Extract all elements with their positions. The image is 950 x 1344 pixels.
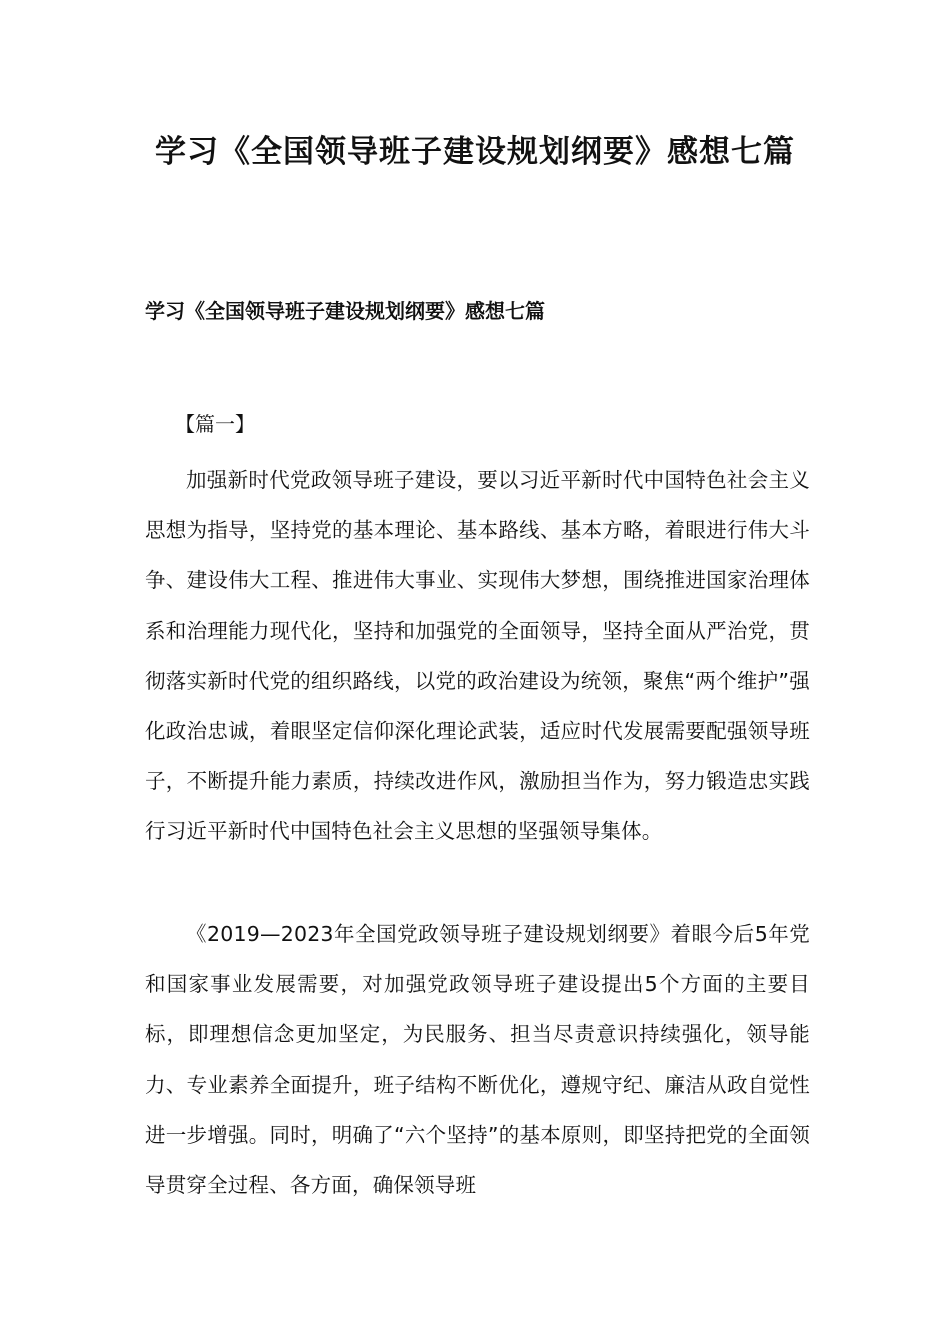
section-label: 【篇一】: [175, 412, 255, 436]
paragraph-1: 加强新时代党政领导班子建设，要以习近平新时代中国特色社会主义思想为指导，坚持党的基本理论、基本路线、基本方略，着眼进行伟大斗争、建设伟大工程、推进伟大事业、实现伟大梦想，围绕推进国家治理体系和治理能力现代化，坚持和加强党的全面领导，坚持全面从严治党，贯彻落实新时代党的组织路线，以党的政治建设为统领，聚焦“两个维护”强化政治忠诚，着眼坚定信仰深化理论武装，适应时代发展需要配强领导班子，不断提升能力素质，持续改进作风，激励担当作为，努力锻造忠实践行习近平新时代中国特色社会主义思想的坚强领导集体。: [145, 468, 810, 844]
document-subtitle: 学习《全国领导班子建设规划纲要》感想七篇: [145, 299, 545, 323]
paragraph-2: 《2019—2023年全国党政领导班子建设规划纲要》着眼今后5年党和国家事业发展需要，对加强党政领导班子建设提出5个方面的主要目标，即理想信念更加坚定，为民服务、担当尽责意识持续强化，领导能力、专业素养全面提升，班子结构不断优化，遵规守纪、廉洁从政自觉性进一步增强。同时，明确了“六个坚持”的基本原则，即坚持把党的全面领导贯穿全过程、各方面，确保领导班: [145, 922, 810, 1198]
document-title: 学习《全国领导班子建设规划纲要》感想七篇: [155, 134, 795, 170]
